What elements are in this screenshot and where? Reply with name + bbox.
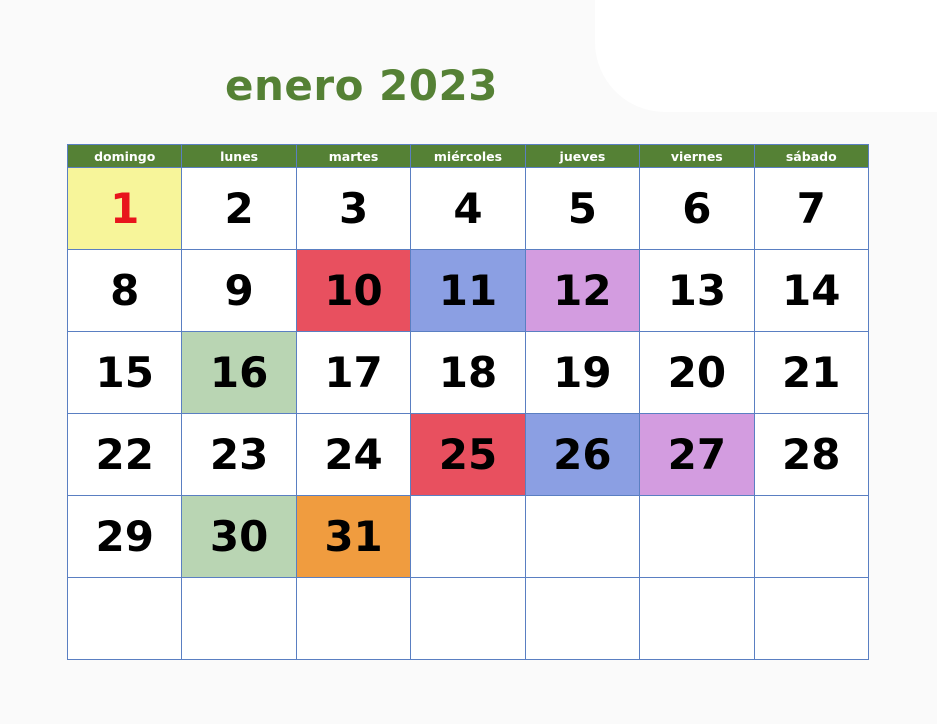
week-row xyxy=(68,414,869,496)
day-cell: 26 xyxy=(525,414,639,496)
day-cell: 31 xyxy=(296,496,410,578)
day-cell: 22 xyxy=(68,414,182,496)
day-cell: 30 xyxy=(182,496,296,578)
day-cell: 13 xyxy=(640,250,754,332)
day-cell: 28 xyxy=(754,414,868,496)
day-cell: 27 xyxy=(640,414,754,496)
week-row xyxy=(68,496,869,578)
empty-day-cell xyxy=(754,496,868,578)
empty-day-cell xyxy=(411,578,525,660)
day-cell: 9 xyxy=(182,250,296,332)
empty-day-cell xyxy=(754,578,868,660)
empty-day-cell xyxy=(525,496,639,578)
weekday-header-row xyxy=(68,145,869,168)
day-cell: 15 xyxy=(68,332,182,414)
day-cell: 5 xyxy=(525,168,639,250)
day-cell: 11 xyxy=(411,250,525,332)
day-cell: 29 xyxy=(68,496,182,578)
weekday-header: viernes xyxy=(640,145,754,168)
empty-day-cell xyxy=(640,496,754,578)
day-cell: 10 xyxy=(296,250,410,332)
empty-day-cell xyxy=(640,578,754,660)
empty-day-cell xyxy=(296,578,410,660)
day-cell: 18 xyxy=(411,332,525,414)
weeks-body xyxy=(68,168,869,660)
day-cell: 3 xyxy=(296,168,410,250)
month-calendar xyxy=(67,144,869,660)
day-cell: 20 xyxy=(640,332,754,414)
day-cell: 21 xyxy=(754,332,868,414)
day-cell: 19 xyxy=(525,332,639,414)
empty-day-cell xyxy=(68,578,182,660)
day-cell: 8 xyxy=(68,250,182,332)
day-cell: 25 xyxy=(411,414,525,496)
day-cell: 2 xyxy=(182,168,296,250)
empty-day-cell xyxy=(411,496,525,578)
day-cell: 1 xyxy=(68,168,182,250)
day-cell: 17 xyxy=(296,332,410,414)
day-cell: 14 xyxy=(754,250,868,332)
day-cell: 4 xyxy=(411,168,525,250)
week-row xyxy=(68,578,869,660)
day-cell: 12 xyxy=(525,250,639,332)
week-row xyxy=(68,332,869,414)
weekday-header: sábado xyxy=(754,145,868,168)
day-cell: 16 xyxy=(182,332,296,414)
day-cell: 23 xyxy=(182,414,296,496)
empty-day-cell xyxy=(182,578,296,660)
weekday-header: lunes xyxy=(182,145,296,168)
week-row xyxy=(68,168,869,250)
weekday-header: jueves xyxy=(525,145,639,168)
day-cell: 6 xyxy=(640,168,754,250)
page-title: enero 2023 xyxy=(225,61,498,110)
day-cell: 24 xyxy=(296,414,410,496)
corner-highlight xyxy=(595,0,937,112)
weekday-header: domingo xyxy=(68,145,182,168)
weekday-header: martes xyxy=(296,145,410,168)
empty-day-cell xyxy=(525,578,639,660)
weekday-header: miércoles xyxy=(411,145,525,168)
week-row xyxy=(68,250,869,332)
day-cell: 7 xyxy=(754,168,868,250)
